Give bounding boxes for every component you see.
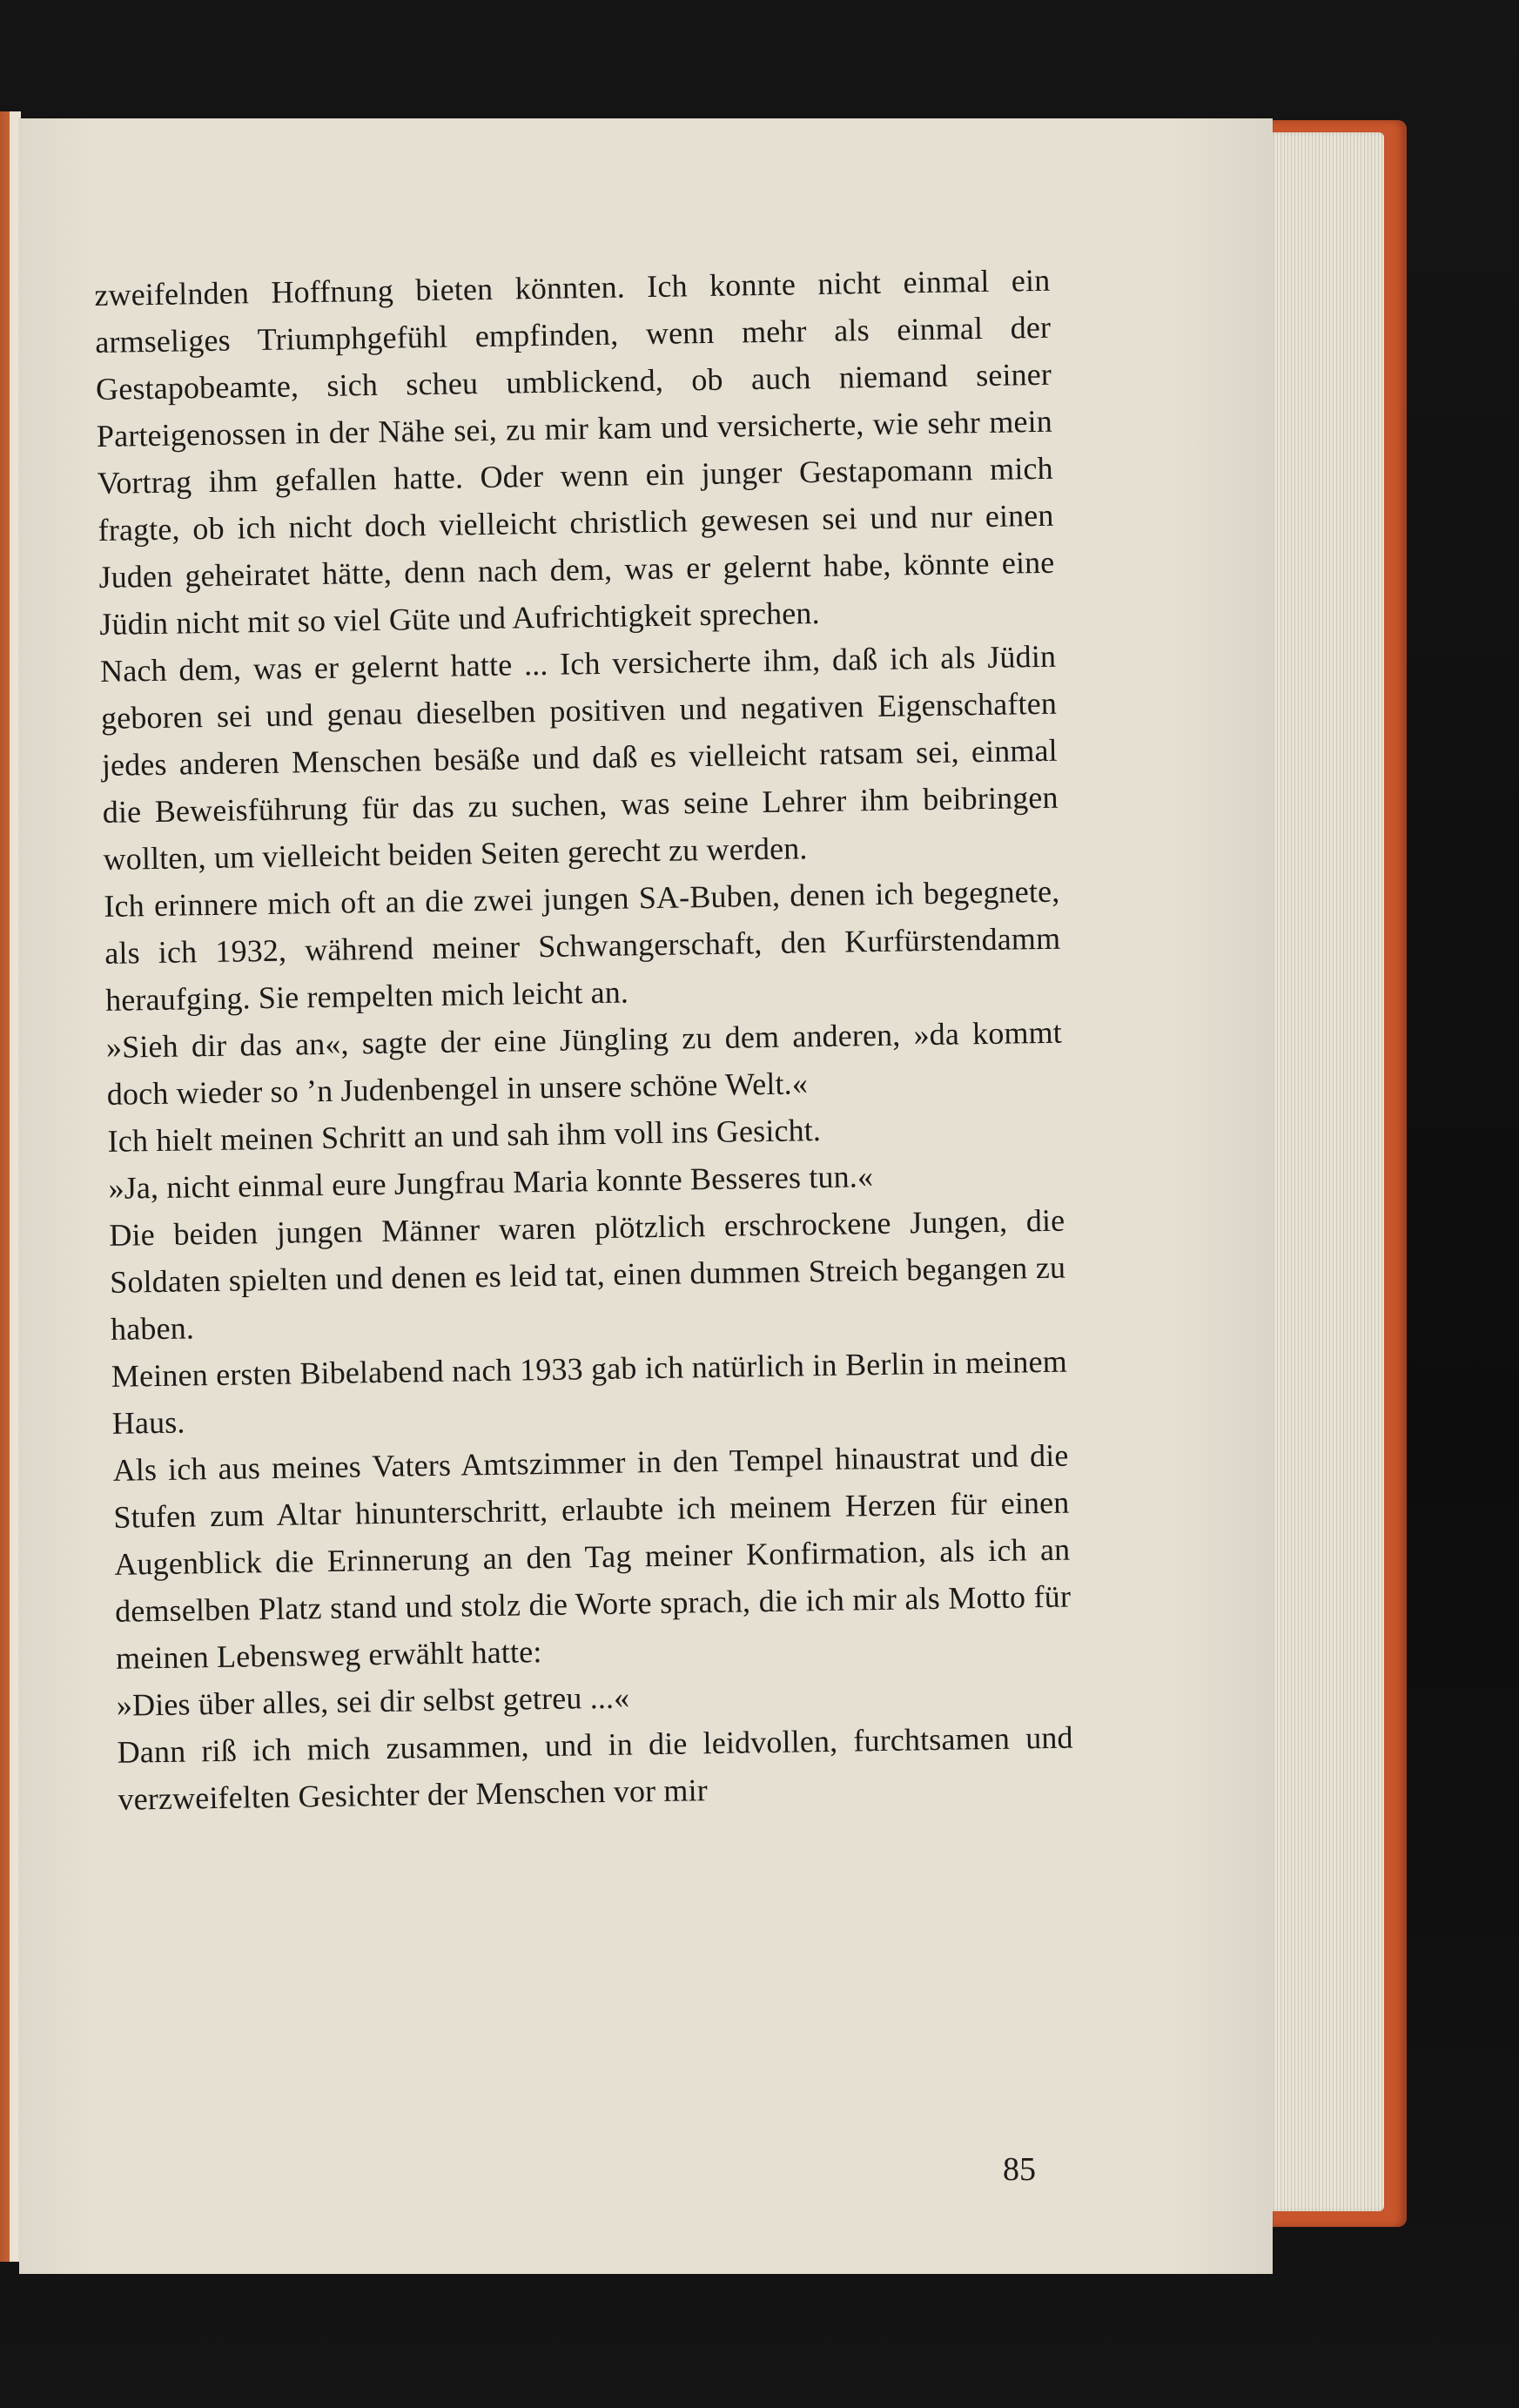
paragraph: zweifelnden Hoffnung bieten könnten. Ich konnte nicht einmal ein armseliges Triumphgefühl empfinden, wenn mehr als einmal der Gestapobeamte, sich scheu umblickend, ob auch niemand seiner Parteigenossen in der Nähe sei, zu mir kam und versicherte, wie sehr mein Vortrag ihm gefallen hatte. Oder wenn ein junger Gestapomann mich fragte, ob ich nicht doch vielleicht christlich gewesen sei und nur einen Juden geheiratet hätte, denn nach dem, was er gelernt habe, könnte eine Jüdin nicht mit so viel Güte und Aufrichtigkeit sprechen. bbox=[94, 262, 1055, 642]
paragraph: Dann riß ich mich zusammen, und in die leidvollen, furchtsamen und verzweifelten Gesichter der Menschen vor mir bbox=[117, 1719, 1073, 1817]
page-stack-edge bbox=[1254, 132, 1384, 2211]
book-page bbox=[19, 118, 1273, 2274]
paragraph: Nach dem, was er gelernt hatte ... Ich versicherte ihm, daß ich als Jüdin geboren sei und genau dieselben positiven und negativen Eigenschaften jedes anderen Menschen besäße und daß es vielleicht ratsam sei, einmal die Beweisführung für das zu suchen, was seine Lehrer ihm beibringen wollten, um vielleicht beiden Seiten gerecht zu werden. bbox=[99, 638, 1059, 877]
paragraph: »Ja, nicht einmal eure Jungfrau Maria konnte Besseres tun.« bbox=[108, 1159, 874, 1206]
facing-page-edge bbox=[0, 111, 21, 2262]
body-text bbox=[94, 257, 1074, 1823]
paragraph: Die beiden jungen Männer waren plötzlich erschrockene Jungen, die Soldaten spielten und denen es leid tat, einen dummen Streich begangen zu haben. bbox=[109, 1202, 1066, 1347]
paragraph: »Dies über alles, sei dir selbst getreu ...« bbox=[116, 1679, 630, 1723]
paragraph: Ich erinnere mich oft an die zwei jungen SA-Buben, denen ich begegnete, als ich 1932, während meiner Schwangerschaft, den Kurfürstendamm heraufging. Sie rempelten mich leicht an. bbox=[104, 873, 1061, 1018]
paragraph: Ich hielt meinen Schritt an und sah ihm voll ins Gesicht. bbox=[107, 1113, 822, 1159]
paragraph: Als ich aus meines Vaters Amtszimmer in den Tempel hinaustrat und die Stufen zum Altar hinunterschritt, erlaubte ich meinem Herzen für einen Augenblick die Erinnerung an den Tag meiner Konfirmation, als ich an demselben Platz stand und stolz die Worte sprach, die ich mir als Motto für meinen Lebensweg erwählt hatte: bbox=[112, 1437, 1072, 1676]
paragraph: Meinen ersten Bibelabend nach 1933 gab ich natürlich in Berlin in meinem Haus. bbox=[111, 1343, 1068, 1441]
paragraph: »Sieh dir das an«, sagte der eine Jüngling zu dem anderen, »da kommt doch wieder so ’n Judenbengel in unsere schöne Welt.« bbox=[105, 1014, 1063, 1112]
page-number: 85 bbox=[1003, 2151, 1036, 2188]
